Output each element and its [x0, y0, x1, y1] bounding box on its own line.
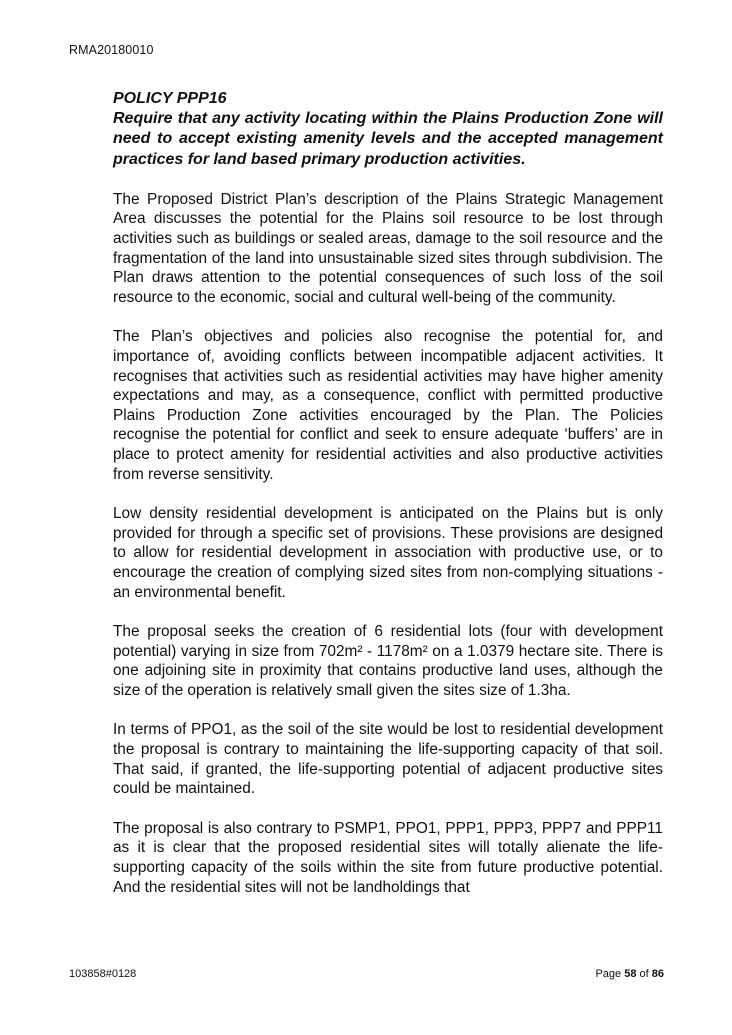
policy-block [113, 89, 663, 170]
page-of-label: of [636, 968, 652, 980]
paragraph-conflicts: The Plan’s objectives and policies also recognise the potential for, and importance of, avoiding conflicts between incompatible adjacent activities. It recognises that activities such as residential activities may have higher amenity expectations and may, as a consequence, conflict with permitted productive Plains Production Zone activities encouraged by the Plan. The Policies recognise the potential for conflict and seek to ensure adequate ‘buffers’ are in place to protect amenity for residential activities and also productive activities from reverse sensitivity. [113, 328, 663, 483]
footer-document-number: 103858#0128 [69, 968, 137, 980]
policy-heading: POLICY PPP16 [113, 90, 227, 107]
document-reference: RMA20180010 [69, 43, 154, 57]
paragraph-proposal: The proposal seeks the creation of 6 residential lots (four with development potential) varying in size from 702m² - 1178m² on a 1.0379 hectare site. There is one adjoining site in proximity that contains productive land uses, although the size of the operation is relatively small given the sites size of 1.3ha. [113, 623, 663, 699]
paragraph-low-density: Low density residential development is anticipated on the Plains but is only provided for through a specific set of provisions. These provisions are designed to allow for residential development in association with productive use, or to encourage the creation of complying sized sites from non-complying situations - an environmental benefit. [113, 505, 663, 601]
page-prefix-label: Page [595, 968, 625, 980]
footer-page-number [595, 968, 664, 980]
paragraph-contrary-policies: The proposal is also contrary to PSMP1, PPO1, PPP1, PPP3, PPP7 and PPP11 as it is clear that the proposed residential sites will totally alienate the life-supporting capacity of the soils within the site from future productive potential. And the residential sites will not be landholdings that [113, 819, 663, 896]
page-current: 58 [624, 968, 637, 980]
paragraph-soil-resource: The Proposed District Plan’s description of the Plains Strategic Management Area discusses the potential for the Plains soil resource to be lost through activities such as buildings or sealed areas, damage to the soil resource and the fragmentation of the land into unsustainable sized sites through subdivision. The Plan draws attention to the potential consequences of such loss of the soil resource to the economic, social and cultural well-being of the community. [113, 190, 663, 306]
page-body [113, 89, 663, 917]
page-total: 86 [651, 968, 664, 980]
policy-text: Require that any activity locating within the Plains Production Zone will need to accept existing amenity levels and the accepted management practices for land based primary production activities. [113, 110, 663, 168]
paragraph-ppo1: In terms of PPO1, as the soil of the site would be lost to residential development the proposal is contrary to maintaining the life-supporting capacity of that soil. That said, if granted, the life-supporting potential of adjacent productive sites could be maintained. [113, 721, 663, 798]
